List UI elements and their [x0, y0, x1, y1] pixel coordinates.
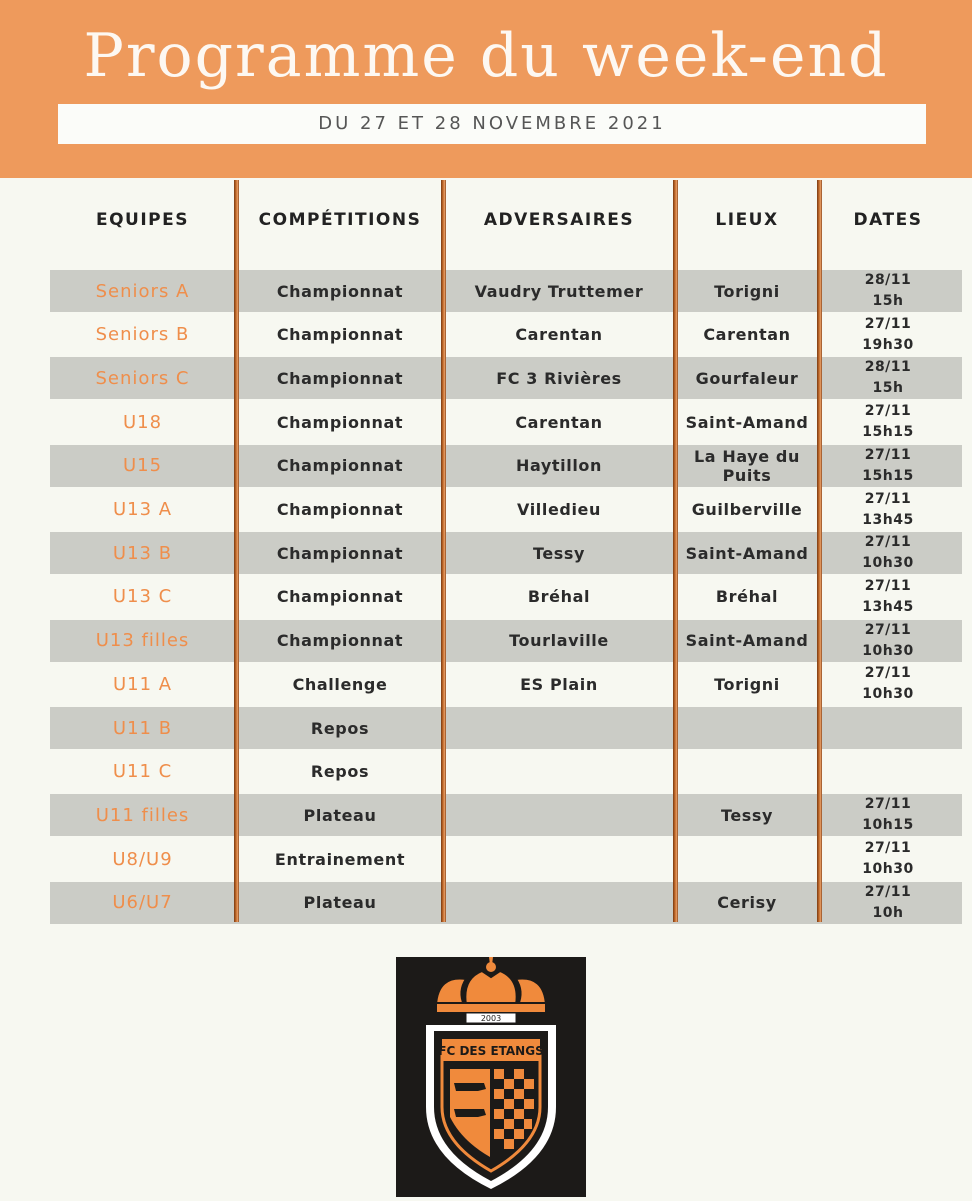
table-row — [50, 663, 962, 705]
venue-cell: Torigni — [714, 674, 780, 694]
date-cell — [822, 663, 954, 705]
opponent-cell: ES Plain — [520, 674, 598, 694]
date-day: 27/11 — [864, 665, 912, 682]
table-row — [50, 707, 962, 749]
date-cell — [822, 751, 954, 793]
competition-cell: Championnat — [276, 456, 404, 476]
table-row — [50, 445, 962, 487]
team-cell: U6/U7 — [112, 892, 173, 914]
venue-cell: Cerisy — [717, 893, 777, 913]
venue-cell: Torigni — [714, 281, 780, 301]
competition-cell: Championnat — [276, 631, 404, 651]
date-day: 27/11 — [864, 490, 912, 507]
team-cell: Seniors A — [95, 280, 190, 302]
date-cell — [822, 882, 954, 924]
opponent-cell — [446, 751, 672, 793]
date-time: 10h — [872, 904, 904, 921]
date-time: 10h30 — [862, 642, 914, 659]
team-cell: U11 B — [112, 717, 173, 739]
opponent-cell — [446, 794, 672, 836]
team-cell: U13 filles — [95, 630, 190, 652]
table-row — [50, 532, 962, 574]
opponent-cell: Carentan — [515, 412, 603, 432]
date-cell — [822, 838, 954, 880]
date-cell — [822, 445, 954, 487]
table-row — [50, 357, 962, 399]
table-row — [50, 620, 962, 662]
opponent-cell: Villedieu — [517, 500, 601, 519]
competition-cell: Entrainement — [274, 849, 406, 869]
team-cell: U13 C — [112, 586, 173, 608]
date-time: 13h45 — [862, 598, 914, 615]
table-row — [50, 270, 962, 312]
venue-cell — [678, 707, 816, 749]
venue-cell: Gourfaleur — [695, 368, 799, 388]
date-time: 10h30 — [862, 555, 914, 572]
date-cell — [822, 576, 954, 618]
date-time: 10h30 — [862, 861, 914, 878]
date-time: 19h30 — [862, 336, 914, 353]
competition-cell: Repos — [310, 718, 370, 738]
venue-cell: Guilberville — [691, 500, 803, 519]
date-day: 27/11 — [864, 883, 912, 900]
opponent-cell: Tourlaville — [509, 631, 609, 651]
date-cell — [822, 357, 954, 399]
date-time: 15h — [872, 293, 904, 309]
date-day: 27/11 — [864, 403, 912, 420]
table-row — [50, 751, 962, 793]
venue-cell: Saint-Amand — [685, 631, 809, 651]
club-crest-icon — [396, 957, 586, 1197]
date-day: 28/11 — [864, 272, 912, 288]
date-time: 15h — [872, 380, 904, 397]
date-day: 27/11 — [864, 796, 912, 813]
date-day: 27/11 — [864, 840, 912, 857]
competition-cell: Repos — [310, 762, 370, 782]
venue-cell: Saint-Amand — [685, 412, 809, 432]
competition-cell: Championnat — [276, 543, 404, 563]
date-cell — [822, 489, 954, 531]
opponent-cell: Vaudry Truttemer — [474, 281, 644, 301]
team-cell: U11 C — [112, 761, 173, 783]
venue-cell — [678, 838, 816, 880]
team-cell: Seniors C — [95, 367, 190, 389]
team-cell: U11 filles — [95, 804, 190, 826]
table-row — [50, 794, 962, 836]
opponent-cell — [446, 882, 672, 924]
date-day: 27/11 — [864, 446, 912, 463]
opponent-cell: Haytillon — [515, 456, 602, 476]
date-day: 27/11 — [864, 315, 912, 332]
date-cell — [822, 314, 954, 356]
table-row — [50, 838, 962, 880]
competition-cell: Plateau — [303, 805, 377, 825]
date-cell — [822, 532, 954, 574]
opponent-cell: Bréhal — [527, 587, 591, 607]
date-range-subtitle: DU 27 ET 28 NOVEMBRE 2021 — [58, 104, 926, 144]
team-cell: U15 — [122, 455, 163, 477]
competition-cell: Challenge — [292, 674, 388, 694]
header-banner — [0, 0, 972, 178]
table-row — [50, 882, 962, 924]
venue-cell: Carentan — [703, 325, 791, 345]
opponent-cell: Carentan — [515, 325, 603, 345]
date-time: 10h15 — [862, 817, 914, 834]
team-cell: U11 A — [112, 673, 173, 695]
date-day: 28/11 — [864, 359, 912, 376]
header-adversaires: ADVERSAIRES — [483, 210, 635, 230]
opponent-cell — [446, 838, 672, 880]
table-header — [0, 200, 972, 240]
opponent-cell: FC 3 Rivières — [496, 368, 622, 388]
date-day: 27/11 — [864, 534, 912, 551]
page-title: Programme du week-end — [83, 21, 889, 91]
team-cell: U13 B — [112, 542, 173, 564]
header-equipes: EQUIPES — [95, 210, 189, 230]
table-row — [50, 576, 962, 618]
column-divider — [817, 180, 822, 922]
date-cell — [822, 620, 954, 662]
header-dates: DATES — [853, 210, 923, 230]
venue-cell: Bréhal — [715, 587, 779, 607]
venue-cell: Saint-Amand — [685, 543, 809, 563]
competition-cell: Plateau — [303, 893, 377, 913]
competition-cell: Championnat — [276, 368, 404, 388]
competition-cell: Championnat — [276, 325, 404, 345]
venue-cell: La Haye du Puits — [694, 446, 800, 485]
team-cell: U18 — [122, 411, 163, 433]
table-row — [50, 314, 962, 356]
competition-cell: Championnat — [276, 412, 404, 432]
column-divider — [441, 180, 446, 922]
date-time: 13h45 — [862, 511, 914, 528]
column-divider — [673, 180, 678, 922]
date-time: 15h15 — [862, 424, 914, 441]
competition-cell: Championnat — [276, 281, 404, 301]
table-row — [50, 401, 962, 443]
venue-cell — [678, 751, 816, 793]
logo-club-name: FC DES ETANGS — [438, 1044, 544, 1058]
date-day: 27/11 — [864, 621, 912, 638]
table-row — [50, 489, 962, 531]
column-divider — [234, 180, 239, 922]
opponent-cell: Tessy — [532, 543, 586, 563]
club-logo — [396, 957, 586, 1197]
venue-cell: Tessy — [720, 805, 774, 825]
competition-cell: Championnat — [276, 587, 404, 607]
team-cell: U8/U9 — [112, 848, 173, 870]
opponent-cell — [446, 707, 672, 749]
logo-year-text: 2003 — [480, 1014, 502, 1023]
team-cell: U13 A — [112, 499, 173, 520]
date-cell — [822, 794, 954, 836]
date-cell — [822, 401, 954, 443]
date-time: 10h30 — [862, 686, 914, 703]
team-cell: Seniors B — [95, 324, 190, 346]
date-time: 15h15 — [862, 467, 914, 484]
header-competitions: COMPÉTITIONS — [258, 210, 422, 230]
date-day: 27/11 — [864, 577, 912, 594]
date-cell — [822, 707, 954, 749]
header-lieux: LIEUX — [715, 210, 779, 230]
competition-cell: Championnat — [276, 500, 404, 519]
date-cell — [822, 270, 954, 312]
